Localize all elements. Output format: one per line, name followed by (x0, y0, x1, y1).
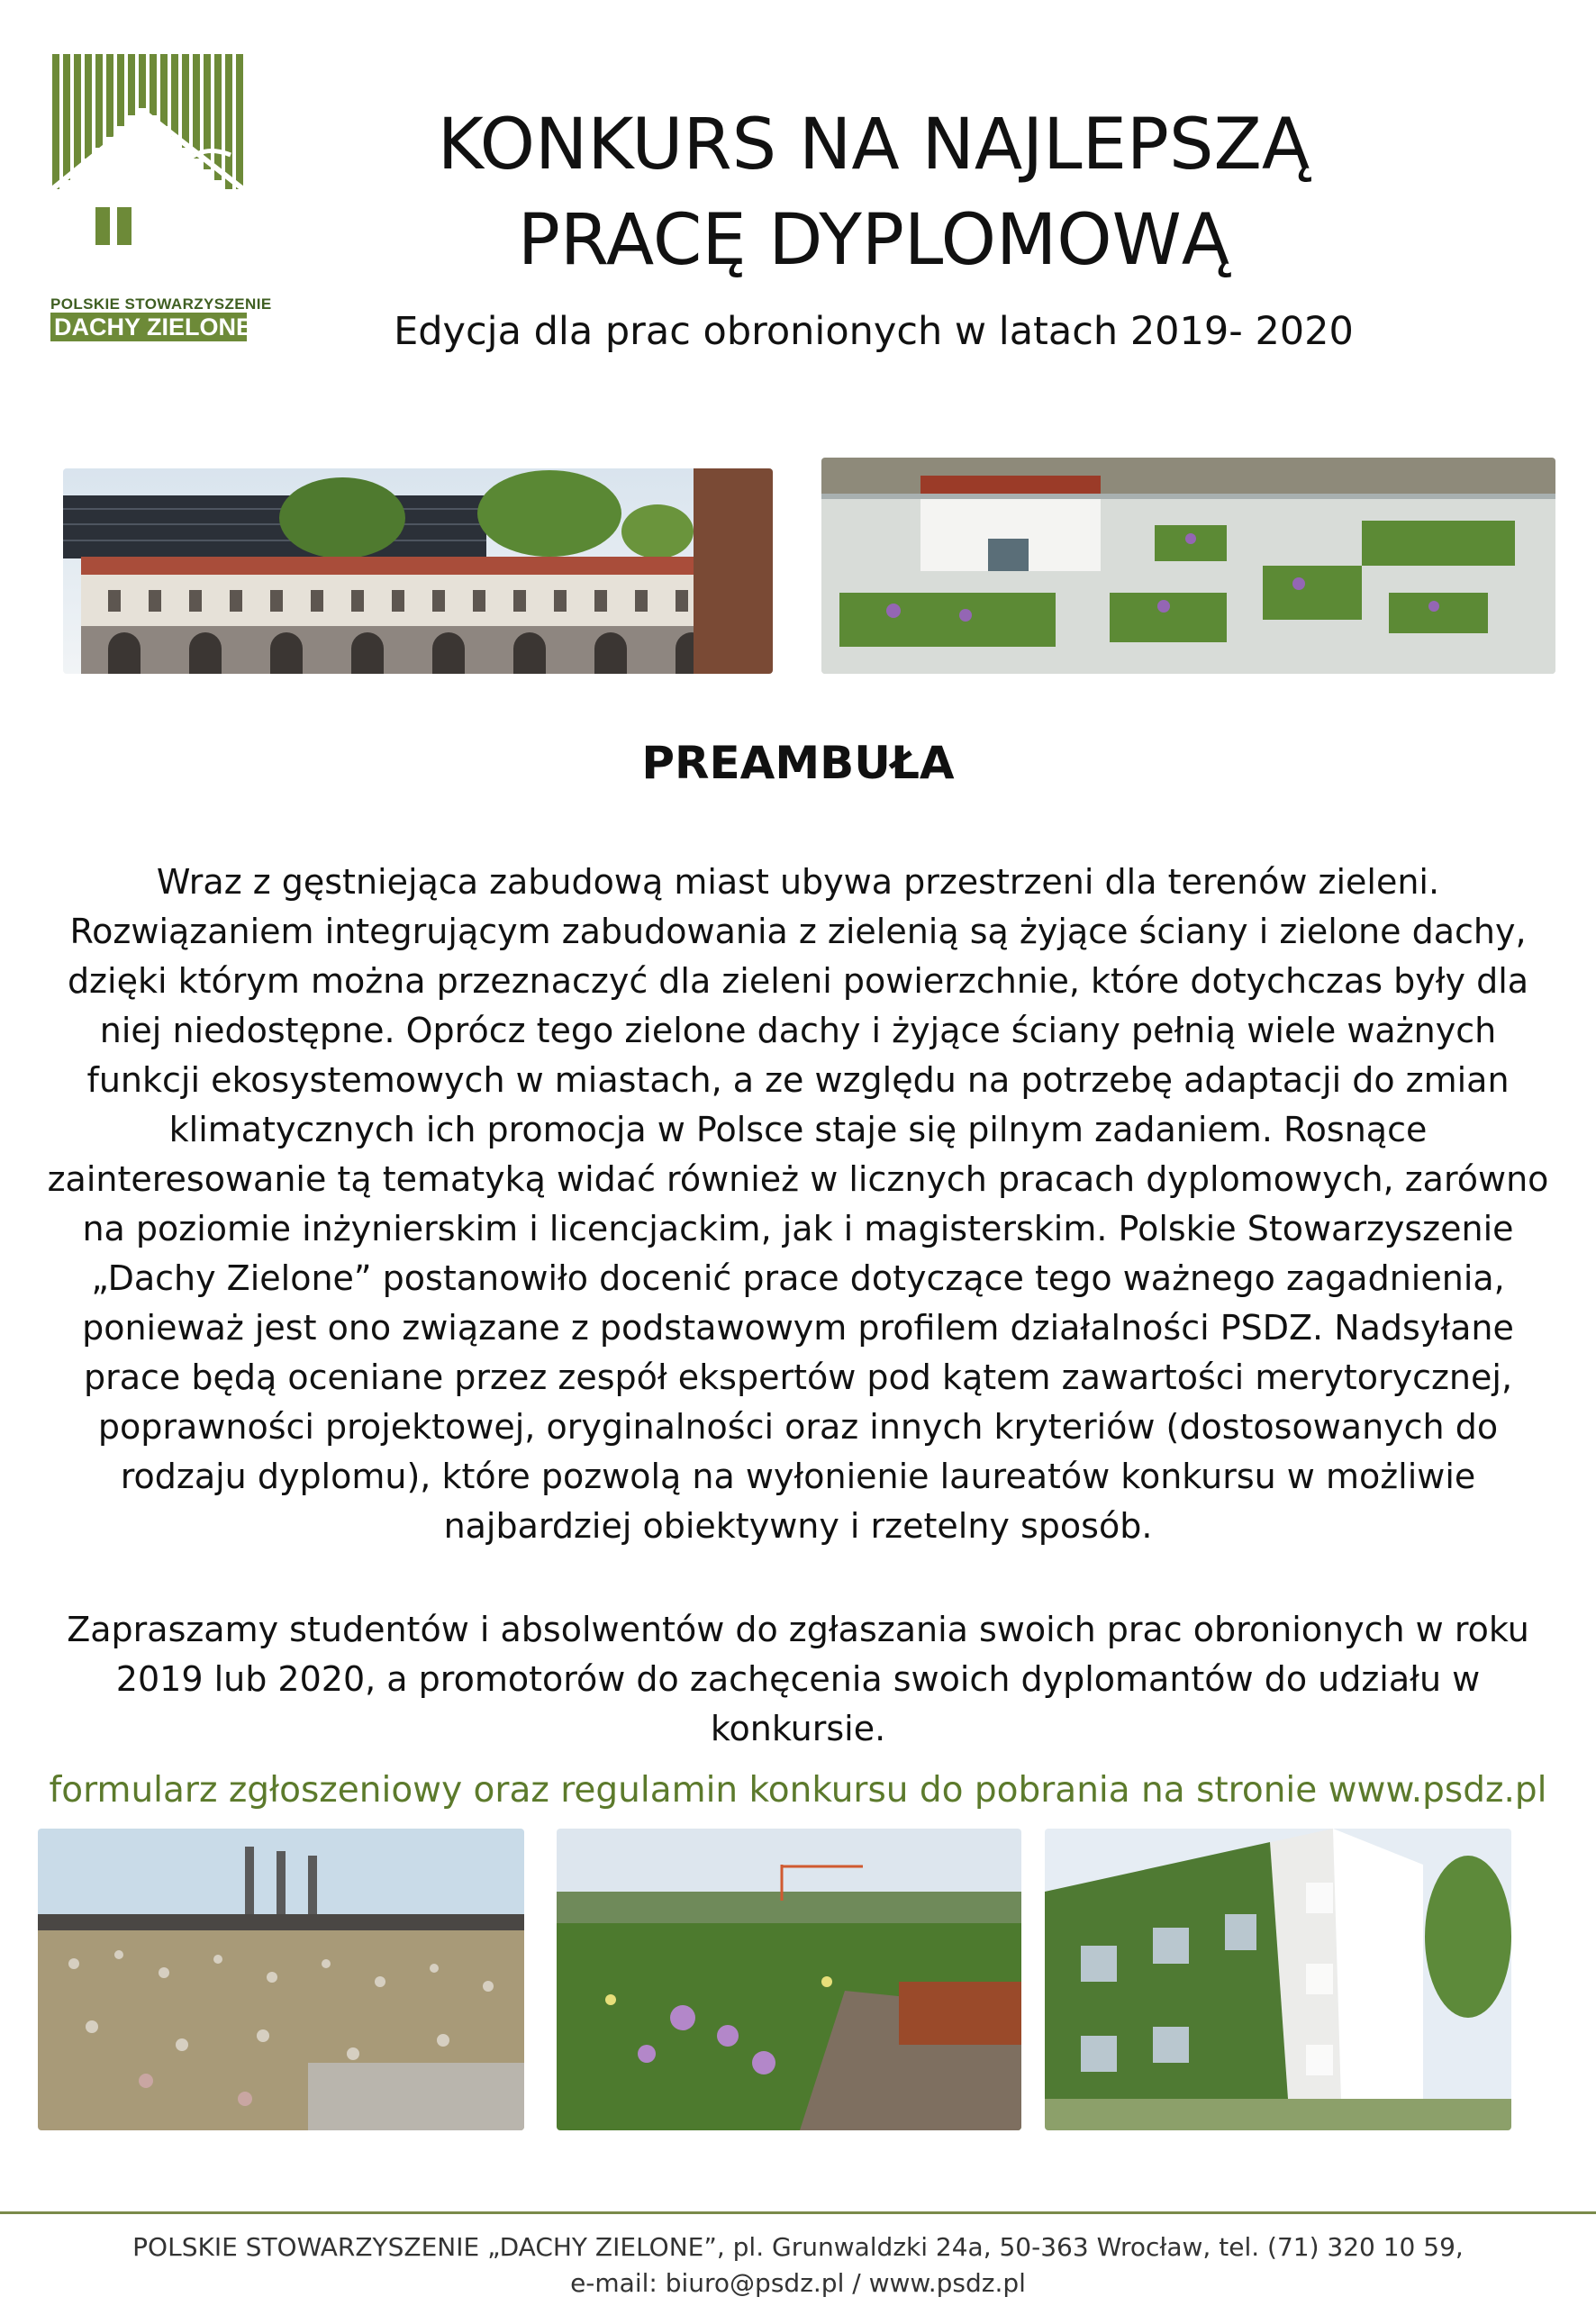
preamble-paragraph: Wraz z gęstniejąca zabudową miast ubywa przestrzeni dla terenów zieleni. Rozwiązaniem integrującym zabudowania z zielenią są żyjące ściany i zielone dachy, dzięki którym można przeznaczyć dla zieleni powierzchnie, które dotychczas były dla niej niedostępne. Oprócz tego zielone dachy i żyjące ściany pełnią wiele ważnych funkcji ekosystemowych w miastach, a ze względu na potrzebę adaptacji do zmian klimatycznych ich promocja w Polsce staje się pilnym zadaniem. Rosnące zainteresowanie tą tematyką widać również w licznych pracach dyplomowych, zarówno na poziomie inżynierskim i licencjackim, jak i magisterskim. Polskie Stowarzyszenie „Dachy Zielone” postanowiło docenić prace dotyczące tego ważnego zagadnienia, ponieważ jest ono związane z podstawowym profilem działalności PSDZ. Nadsyłane prace będą oceniane przez zespół ekspertów pod kątem zawartości merytorycznej, poprawności projektowej, oryginalności oraz innych kryteriów (dostosowanych do rodzaju dyplomu), które pozwolą na wyłonienie laureatów konkursu w możliwie najbardziej obiektywny i rzetelny sposób. (47, 862, 1549, 1546)
footer-divider (0, 2211, 1596, 2214)
photo-extensive-green-roof (38, 1829, 524, 2130)
download-form-note: formularz zgłoszeniowy oraz regulamin konkursu do pobrania na stronie www.psdz.pl (49, 1770, 1547, 1811)
photo-historic-building-green-roof (63, 468, 773, 674)
footer-email-website: e-mail: biuro@psdz.pl / www.psdz.pl (570, 2268, 1026, 2298)
title-line-1: KONKURS NA NAJLEPSZĄ (437, 104, 1310, 186)
title-line-2: PRACĘ DYPLOMOWĄ (517, 200, 1230, 281)
photo-rooftop-terrace-garden (557, 1829, 1021, 2130)
green-roof-house-logo-icon (50, 54, 249, 293)
logo-org-name-line2: DACHY ZIELONE (50, 313, 247, 341)
footer-contact (0, 2229, 1596, 2301)
logo-org-name-line1: POLSKIE STOWARZYSZENIE (50, 295, 272, 313)
preamble-heading: PREAMBUŁA (641, 737, 955, 789)
photo-rooftop-garden (821, 458, 1555, 674)
page-title (333, 97, 1414, 288)
invitation-paragraph: Zapraszamy studentów i absolwentów do zgłaszania swoich prac obronionych w roku 2019 lub 2020, a promotorów do zachęcenia swoich dyplomantów do udziału w konkursie. (67, 1610, 1529, 1748)
photo-living-wall-building (1045, 1829, 1511, 2130)
edition-subtitle: Edycja dla prac obronionych w latach 2019- 2020 (394, 309, 1354, 354)
footer-address: POLSKIE STOWARZYSZENIE „DACHY ZIELONE”, pl. Grunwaldzki 24a, 50-363 Wrocław, tel. (71) 320 10 59, (132, 2232, 1464, 2262)
organization-logo (50, 54, 272, 342)
